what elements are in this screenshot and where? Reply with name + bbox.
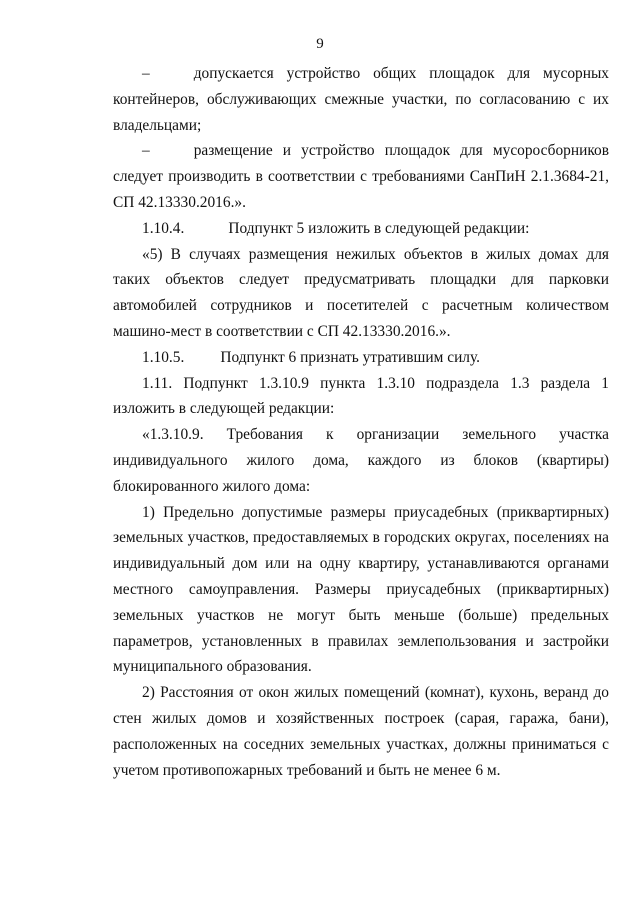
- quote-1-3-10-9: «1.3.10.9. Требования к организации земельного участка индивидуального жилого дома, каждого из блоков (квартиры) блокированного жилого дома:: [113, 426, 609, 495]
- clause-text: Подпункт 5 изложить в следующей редакции:: [228, 219, 530, 237]
- clause-text: Подпункт 6 признать утратившим силу.: [220, 348, 480, 366]
- dash-marker: –: [142, 65, 150, 82]
- list-item-text: размещение и устройство площадок для мусоросборников следует производить в соответствии с требованиями СанПиН 2.1.3684-21, СП 42.13330.2016.».: [113, 142, 609, 211]
- quote-subpoint-5: «5) В случаях размещения нежилых объектов в жилых домах для таких объектов следует предусматривать площадки для парковки автомобилей сотрудников и посетителей с расчетным количеством машино-мест в соответствии с СП 42.13330.2016.».: [113, 245, 609, 340]
- clause-1-10-4: [113, 216, 609, 242]
- subpoint-1: 1) Предельно допустимые размеры приусадебных (приквартирных) земельных участков, предоставляемых в городских округах, поселениях на индивидуальный дом или на одну квартиру, устанавливаются органами местного самоуправления. Размеры приусадебных (приквартирных) земельных участков не могут быть меньше (больше) предельных параметров, установленных в правилах землепользования и застройки муниципального образования.: [113, 503, 609, 676]
- list-item-dash-1: [113, 61, 609, 138]
- clause-number: 1.10.4.: [142, 219, 185, 237]
- clause-number: 1.10.5.: [142, 348, 185, 366]
- list-item-dash-2: [113, 138, 609, 215]
- list-item-text: допускается устройство общих площадок для мусорных контейнеров, обслуживающих смежные участки, по согласованию с их владельцами;: [113, 65, 609, 134]
- clause-1-11: 1.11. Подпункт 1.3.10.9 пункта 1.3.10 подраздела 1.3 раздела 1 изложить в следующей редакции:: [113, 374, 609, 418]
- page-number: 9: [316, 36, 324, 52]
- clause-1-10-5: [113, 345, 609, 371]
- document-body: [113, 61, 609, 783]
- dash-marker: –: [142, 142, 150, 160]
- subpoint-2: 2) Расстояния от окон жилых помещений (комнат), кухонь, веранд до стен жилых домов и хозяйственных построек (сарая, гаража, бани), расположенных на соседних земельных участках, должны приниматься с учетом противопожарных требований и быть не менее 6 м.: [113, 684, 609, 779]
